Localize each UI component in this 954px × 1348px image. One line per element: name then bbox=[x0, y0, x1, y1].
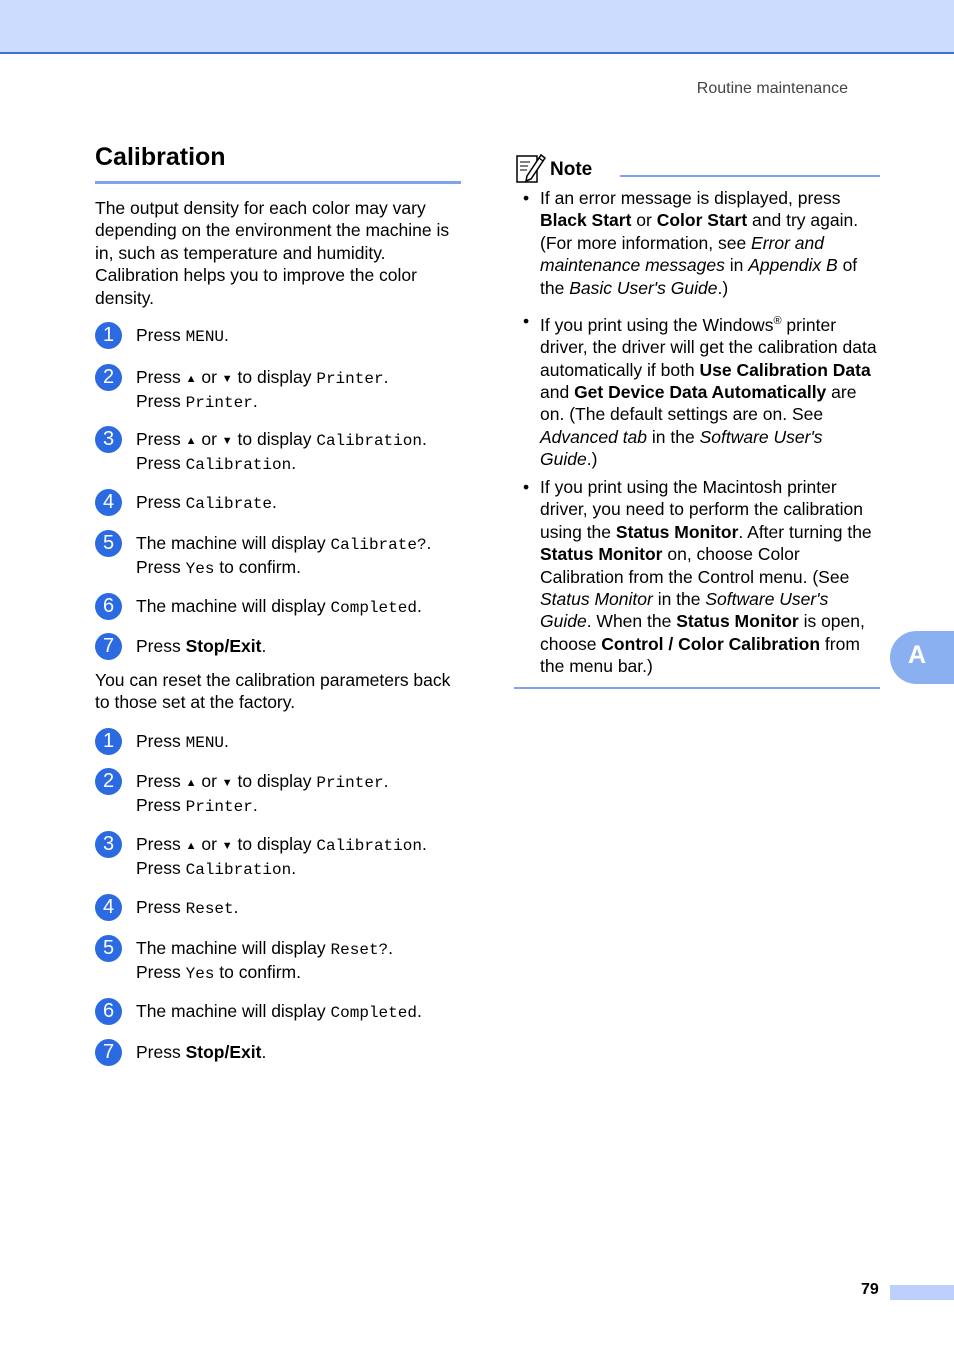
up-arrow-icon: ▲ bbox=[185, 777, 197, 789]
step-text-part: . bbox=[224, 731, 229, 751]
step-text-part: The machine will display bbox=[136, 596, 331, 616]
step-text-part: . bbox=[416, 1001, 422, 1021]
page-number-bar bbox=[890, 1285, 954, 1300]
step-text bbox=[136, 491, 277, 515]
running-header: Routine maintenance bbox=[696, 80, 848, 97]
step-number-badge: 3 bbox=[95, 831, 122, 858]
intro-paragraph: The output density for each color may vary depending on the environment the machine is in, such as temperature and humidity. Calibration helps you to improve the color density. bbox=[95, 198, 450, 308]
step-text-part: . bbox=[383, 771, 389, 791]
lcd-text: Printer bbox=[316, 370, 384, 388]
appendix-tab-letter: A bbox=[908, 641, 927, 669]
step-text-part: The machine will display bbox=[136, 533, 331, 553]
step-text-part: . bbox=[426, 533, 432, 553]
step-text-part: Press bbox=[136, 429, 186, 449]
bullet-marker: • bbox=[523, 188, 530, 208]
step-text bbox=[136, 366, 388, 415]
step-text bbox=[136, 937, 393, 986]
step-text-part: . bbox=[416, 596, 422, 616]
appendix-tab bbox=[890, 631, 954, 684]
step-text-part: to display bbox=[232, 367, 317, 387]
step-text bbox=[136, 635, 266, 657]
step-text-part: . bbox=[224, 325, 229, 345]
lcd-text: Calibration bbox=[185, 861, 292, 880]
step-text-part: . bbox=[291, 858, 297, 879]
lcd-text: Completed bbox=[330, 1004, 417, 1022]
step-text-part: Press bbox=[136, 453, 186, 474]
step-number-badge: 5 bbox=[95, 530, 122, 557]
step-text-part: . bbox=[261, 1042, 267, 1062]
step-text-part: . bbox=[261, 636, 267, 656]
down-arrow-icon: ▼ bbox=[221, 777, 233, 789]
lcd-text: Calibrate bbox=[185, 495, 273, 513]
step-text-part: or bbox=[196, 367, 222, 387]
step-text bbox=[136, 1041, 266, 1063]
step-number-badge: 5 bbox=[95, 935, 122, 962]
step-text bbox=[136, 896, 239, 920]
step-text-part: . bbox=[291, 453, 297, 474]
note-bullet-windows: • If you print using the Windows® printer driver, the driver will get the calibration data automatically if both Use Calibration Data and Get Device Data Automatically are on. (The default settings are on. See Advanced tab in the Software User's Guide.) bbox=[523, 311, 877, 470]
lcd-text: Calibrate? bbox=[330, 536, 427, 554]
step-text-part: . bbox=[233, 897, 239, 917]
page-number: 79 bbox=[861, 1281, 879, 1298]
step-text-part: Press bbox=[136, 834, 186, 854]
up-arrow-icon: ▲ bbox=[185, 840, 197, 852]
step-number-badge: 6 bbox=[95, 998, 122, 1025]
lcd-text: Calibration bbox=[185, 456, 292, 475]
step-text-part: Press bbox=[136, 391, 186, 412]
step-text-part: Press bbox=[136, 858, 186, 879]
step-number-badge: 7 bbox=[95, 1039, 122, 1066]
step-text-part: to confirm. bbox=[214, 557, 301, 578]
step-number-badge: 7 bbox=[95, 633, 122, 660]
lcd-text: MENU bbox=[185, 328, 225, 346]
step-text-part: Press bbox=[136, 325, 186, 345]
lcd-text: Reset? bbox=[330, 941, 389, 959]
step-text-part: The machine will display bbox=[136, 938, 331, 958]
step-text-part: or bbox=[196, 834, 222, 854]
step-text bbox=[136, 532, 431, 581]
step-text bbox=[136, 770, 388, 819]
step-number-badge: 1 bbox=[95, 728, 122, 755]
step-text-part: Press bbox=[136, 636, 186, 656]
step-text-part: to display bbox=[232, 834, 317, 854]
note-bottom-rule bbox=[514, 687, 880, 689]
note-bullet-macintosh: • If you print using the Macintosh printer driver, you need to perform the calibration using the Status Monitor. After turning the Status Monitor on, choose Color Calibration from the Control menu. (See Status Monitor in the Software User's Guide. When the Status Monitor is open, choose Control / Color Calibration from the menu bar.) bbox=[523, 477, 872, 677]
step-text-part: Press bbox=[136, 557, 186, 578]
step-text-part: Press bbox=[136, 492, 186, 512]
step-text-part: Press bbox=[136, 1042, 186, 1062]
step-text-part: . bbox=[252, 391, 258, 412]
step-text-part: to display bbox=[232, 429, 317, 449]
lcd-text: Printer bbox=[185, 394, 253, 413]
step-text-part: . bbox=[383, 367, 389, 387]
step-text-part: The machine will display bbox=[136, 1001, 331, 1021]
lcd-text: Calibration bbox=[316, 837, 422, 855]
step-text bbox=[136, 324, 229, 348]
lcd-text: Printer bbox=[185, 798, 253, 817]
down-arrow-icon: ▼ bbox=[221, 373, 233, 385]
note-top-rule bbox=[620, 175, 880, 177]
step-text-part: Press bbox=[136, 897, 186, 917]
step-text-part: Press bbox=[136, 771, 186, 791]
step-number-badge: 4 bbox=[95, 489, 122, 516]
up-arrow-icon: ▲ bbox=[185, 435, 197, 447]
page-title: Calibration bbox=[95, 143, 226, 171]
step-text bbox=[136, 1000, 422, 1024]
step-text-part: . bbox=[421, 429, 427, 449]
step-text-part: to confirm. bbox=[214, 962, 301, 983]
step-number-badge: 4 bbox=[95, 894, 122, 921]
lcd-text: MENU bbox=[185, 734, 225, 752]
step-number-badge: 2 bbox=[95, 364, 122, 391]
down-arrow-icon: ▼ bbox=[221, 840, 233, 852]
reset-paragraph: You can reset the calibration parameters back to those set at the factory. bbox=[95, 670, 451, 713]
up-arrow-icon: ▲ bbox=[185, 373, 197, 385]
step-text-part: . bbox=[421, 834, 427, 854]
note-bullet-error-message: • If an error message is displayed, press Black Start or Color Start and try again. (For more information, see Error and maintenance messages in Appendix B of the Basic User's Guide.) bbox=[523, 188, 859, 298]
lcd-text: Yes bbox=[185, 965, 215, 984]
step-text-part: to display bbox=[232, 771, 317, 791]
step-text bbox=[136, 595, 422, 619]
lcd-text: Completed bbox=[330, 599, 417, 617]
lcd-text: Reset bbox=[185, 900, 234, 918]
step-text bbox=[136, 428, 427, 477]
top-banner bbox=[0, 0, 954, 54]
lcd-text: Printer bbox=[316, 774, 384, 792]
step-number-badge: 1 bbox=[95, 322, 122, 349]
note-pencil-icon bbox=[515, 152, 547, 184]
down-arrow-icon: ▼ bbox=[221, 435, 233, 447]
step-text bbox=[136, 730, 229, 754]
step-text bbox=[136, 833, 427, 882]
lcd-text: Calibration bbox=[316, 432, 422, 450]
step-text-part: . bbox=[272, 492, 277, 512]
bullet-marker: • bbox=[523, 311, 530, 331]
step-text-part: . bbox=[388, 938, 394, 958]
step-text-part: . bbox=[252, 795, 258, 816]
key-name: Stop/Exit bbox=[185, 1042, 262, 1062]
key-name: Stop/Exit bbox=[185, 636, 262, 656]
step-number-badge: 2 bbox=[95, 768, 122, 795]
step-text-part: Press bbox=[136, 367, 186, 387]
step-number-badge: 6 bbox=[95, 593, 122, 620]
step-text-part: Press bbox=[136, 731, 186, 751]
title-underline bbox=[95, 181, 461, 184]
step-number-badge: 3 bbox=[95, 426, 122, 453]
note-title: Note bbox=[550, 159, 593, 180]
bullet-marker: • bbox=[523, 477, 530, 497]
step-text-part: Press bbox=[136, 795, 186, 816]
step-text-part: Press bbox=[136, 962, 186, 983]
step-text-part: or bbox=[196, 429, 222, 449]
lcd-text: Yes bbox=[185, 560, 215, 579]
step-text-part: or bbox=[196, 771, 222, 791]
